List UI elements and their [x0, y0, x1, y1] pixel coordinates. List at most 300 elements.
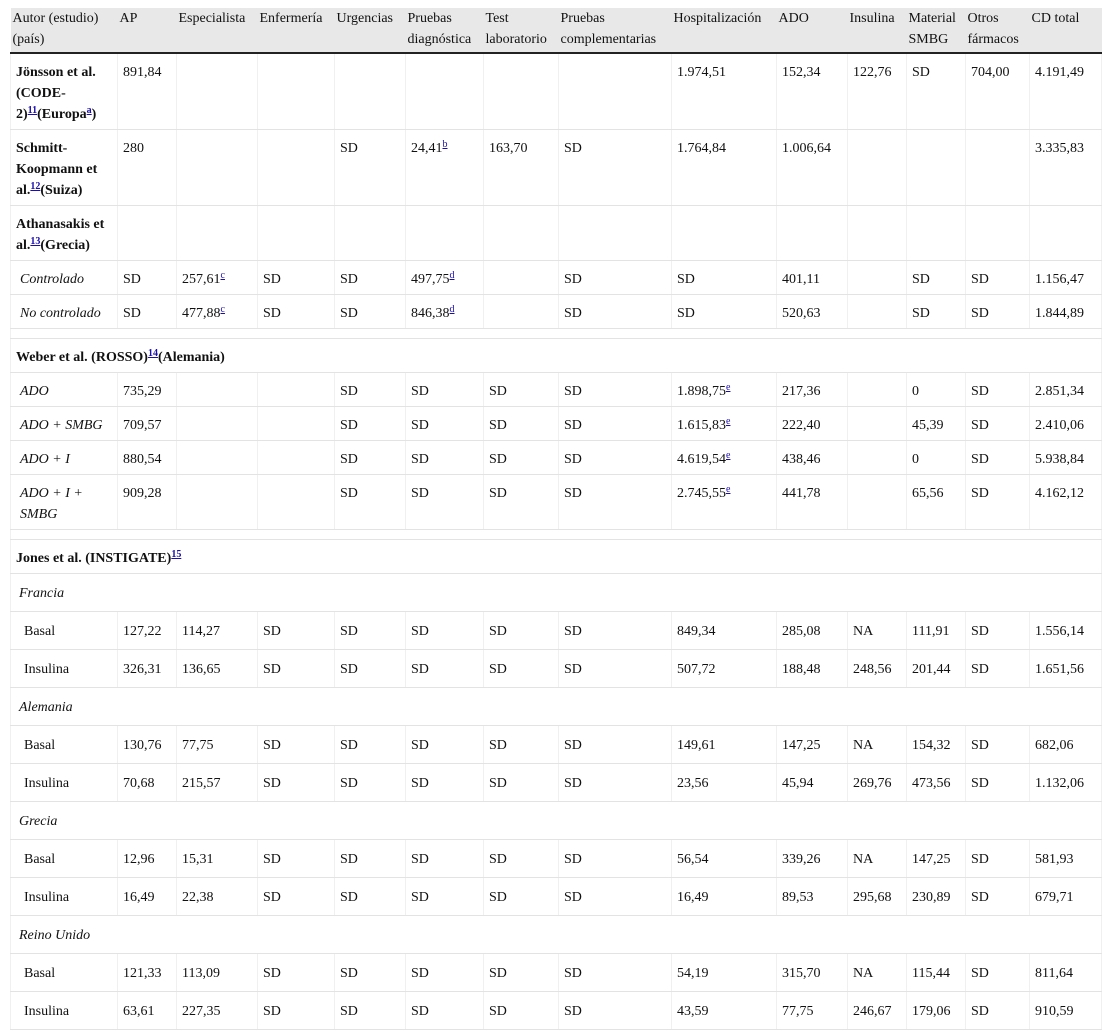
cell-value: 246,67: [853, 1004, 892, 1019]
cell-value: SD: [489, 890, 507, 905]
table-cell: [177, 53, 258, 130]
table-cell: [777, 373, 848, 407]
table-cell: [848, 53, 907, 130]
cost-table-container: [10, 8, 1101, 1019]
table-cell: [672, 954, 777, 992]
table-cell: [335, 407, 406, 441]
cell-value: 849,34: [677, 624, 716, 639]
cell-value: 910,59: [1035, 1004, 1074, 1019]
table-cell: [258, 878, 335, 916]
cell-value: SD: [971, 662, 989, 677]
cell-value: SD: [411, 486, 429, 501]
cell-value: 111,91: [912, 624, 950, 639]
cell-value: SD: [971, 852, 989, 867]
table-cell: [406, 992, 484, 1030]
cell-value: SD: [489, 418, 507, 433]
table-cell: [966, 441, 1030, 475]
cell-value: 23,56: [677, 776, 709, 791]
table-cell: [1030, 840, 1102, 878]
cell-value: SD: [971, 384, 989, 399]
country-row: [11, 916, 1102, 954]
cell-value: 70,68: [123, 776, 155, 791]
cell-value: 682,06: [1035, 738, 1074, 753]
table-cell: [777, 407, 848, 441]
cell-value: SD: [971, 890, 989, 905]
cell-value: SD: [263, 738, 281, 753]
table-cell: [966, 992, 1030, 1030]
cell-value: SD: [489, 486, 507, 501]
column-header: Autor (estudio) (país): [11, 8, 118, 53]
table-cell: [258, 130, 335, 206]
spacer-cell: [11, 329, 1102, 339]
country-label: Alemania: [11, 688, 1102, 726]
table-cell: [484, 878, 559, 916]
footnote-link[interactable]: e: [726, 382, 731, 393]
reference-link[interactable]: 15: [171, 549, 182, 560]
table-row: [11, 441, 1102, 475]
table-cell: [848, 954, 907, 992]
table-cell: [966, 206, 1030, 261]
cell-value: SD: [411, 624, 429, 639]
cell-value: SD: [971, 452, 989, 467]
table-cell: [335, 840, 406, 878]
table-cell: [559, 764, 672, 802]
table-cell: [118, 726, 177, 764]
reference-link[interactable]: 14: [147, 348, 158, 359]
table-cell: [118, 992, 177, 1030]
cell-value: 679,71: [1035, 890, 1074, 905]
study-country: (Alemania): [157, 350, 225, 365]
table-cell: [335, 764, 406, 802]
table-cell: [177, 373, 258, 407]
reference-link[interactable]: 11: [27, 105, 38, 116]
cell-value: 3.335,83: [1035, 141, 1084, 156]
cell-value: 257,61: [182, 272, 221, 287]
cell-value: 5.938,84: [1035, 452, 1084, 467]
table-cell: [848, 295, 907, 329]
table-cell: [672, 295, 777, 329]
table-cell: [907, 53, 966, 130]
cell-value: SD: [564, 141, 582, 156]
table-row: [11, 407, 1102, 441]
table-cell: [177, 650, 258, 688]
country-row: [11, 574, 1102, 612]
table-cell: [559, 441, 672, 475]
table-cell: [484, 373, 559, 407]
table-cell: [966, 53, 1030, 130]
table-cell: [258, 53, 335, 130]
cell-value: SD: [564, 966, 582, 981]
table-cell: [966, 612, 1030, 650]
cell-value: 24,41: [411, 141, 443, 156]
table-cell: [406, 650, 484, 688]
cell-value: SD: [340, 306, 358, 321]
table-row: [11, 295, 1102, 329]
table-cell: [966, 878, 1030, 916]
table-cell: [335, 475, 406, 530]
cell-value: 1.006,64: [782, 141, 831, 156]
table-cell: [177, 407, 258, 441]
study-name: Jones et al. (INSTIGATE): [16, 551, 172, 566]
table-cell: [406, 206, 484, 261]
cell-value: 121,33: [123, 966, 162, 981]
table-cell: [777, 954, 848, 992]
footnote-link[interactable]: e: [726, 450, 731, 461]
table-cell: [118, 130, 177, 206]
table-cell: [907, 475, 966, 530]
table-cell: [177, 726, 258, 764]
cell-value: 1.974,51: [677, 65, 726, 80]
cell-value: 1.898,75: [677, 384, 726, 399]
group-label: ADO + I: [11, 441, 118, 475]
table-cell: [118, 53, 177, 130]
table-cell: [966, 295, 1030, 329]
footnote-link[interactable]: e: [726, 484, 731, 495]
table-cell: [335, 373, 406, 407]
footnote-link[interactable]: b: [442, 139, 448, 150]
table-cell: [848, 373, 907, 407]
table-row: [11, 53, 1102, 130]
cell-value: 1.132,06: [1035, 776, 1084, 791]
cell-value: SD: [411, 418, 429, 433]
table-cell: [118, 840, 177, 878]
cell-value: 507,72: [677, 662, 716, 677]
table-cell: [848, 612, 907, 650]
cell-value: SD: [971, 624, 989, 639]
reference-link-sup: [171, 549, 181, 560]
table-cell: [966, 407, 1030, 441]
table-cell: [177, 764, 258, 802]
table-cell: [559, 726, 672, 764]
table-cell: [1030, 992, 1102, 1030]
cell-value: SD: [564, 452, 582, 467]
footnote-link[interactable]: c: [220, 270, 225, 281]
table-body: [11, 53, 1102, 1030]
table-cell: [777, 840, 848, 878]
table-cell: [848, 650, 907, 688]
table-cell: [335, 261, 406, 295]
table-cell: [559, 650, 672, 688]
table-cell: [559, 261, 672, 295]
column-header: Test laboratorio: [484, 8, 559, 53]
cell-value: 227,35: [182, 1004, 221, 1019]
table-cell: [848, 878, 907, 916]
group-label: Insulina: [11, 992, 118, 1030]
cell-value: 326,31: [123, 662, 162, 677]
table-cell: [406, 726, 484, 764]
cell-value: SD: [263, 966, 281, 981]
cell-value: 2.410,06: [1035, 418, 1084, 433]
country-row: [11, 688, 1102, 726]
table-cell: [1030, 764, 1102, 802]
table-cell: [907, 992, 966, 1030]
cell-value: SD: [263, 624, 281, 639]
reference-link[interactable]: 12: [30, 181, 41, 192]
table-cell: [672, 130, 777, 206]
table-cell: [559, 840, 672, 878]
table-cell: [258, 954, 335, 992]
cell-value: 2.851,34: [1035, 384, 1084, 399]
reference-link[interactable]: 13: [30, 236, 41, 247]
table-cell: [177, 206, 258, 261]
table-row: [11, 840, 1102, 878]
table-cell: [777, 992, 848, 1030]
table-cell: [907, 295, 966, 329]
table-cell: [966, 261, 1030, 295]
table-cell: [406, 373, 484, 407]
reference-link-sup: [30, 181, 40, 192]
cell-value: 179,06: [912, 1004, 951, 1019]
table-cell: [907, 954, 966, 992]
column-header: Hospitalización: [672, 8, 777, 53]
cell-value: SD: [263, 776, 281, 791]
table-cell: [559, 373, 672, 407]
reference-link-sup: [148, 348, 158, 359]
table-cell: [335, 295, 406, 329]
cell-value: 22,38: [182, 890, 214, 905]
cell-value: 188,48: [782, 662, 821, 677]
table-row: [11, 612, 1102, 650]
column-header: Otros fármacos: [966, 8, 1030, 53]
table-cell: [848, 441, 907, 475]
table-cell: [258, 650, 335, 688]
group-label: Basal: [11, 726, 118, 764]
cell-value: 217,36: [782, 384, 821, 399]
table-cell: [484, 954, 559, 992]
table-cell: [1030, 130, 1102, 206]
table-cell: [177, 992, 258, 1030]
cell-value: SD: [340, 1004, 358, 1019]
study-name: Jönsson et al. (CODE-2): [16, 65, 96, 122]
table-cell: [118, 475, 177, 530]
table-cell: [484, 53, 559, 130]
cell-value: SD: [971, 272, 989, 287]
cell-value: SD: [912, 272, 930, 287]
table-cell: [258, 726, 335, 764]
footnote-link[interactable]: d: [449, 304, 455, 315]
cell-value: 269,76: [853, 776, 892, 791]
table-cell: [1030, 373, 1102, 407]
table-row: [11, 954, 1102, 992]
cell-value: SD: [971, 966, 989, 981]
table-cell: [177, 878, 258, 916]
table-row: [11, 764, 1102, 802]
cell-value: 497,75: [411, 272, 450, 287]
cell-value: 735,29: [123, 384, 162, 399]
table-cell: [1030, 206, 1102, 261]
cell-value: 222,40: [782, 418, 821, 433]
cell-value: 65,56: [912, 486, 944, 501]
footnote-link-sup: [726, 450, 730, 461]
cell-value: 2.745,55: [677, 486, 726, 501]
table-cell: [1030, 53, 1102, 130]
cell-value: 0: [912, 452, 919, 467]
cell-value: SD: [971, 776, 989, 791]
table-cell: [484, 992, 559, 1030]
table-cell: [777, 726, 848, 764]
table-cell: [484, 130, 559, 206]
table-cell: [966, 475, 1030, 530]
table-cell: [672, 840, 777, 878]
table-cell: [118, 878, 177, 916]
table-row: [11, 261, 1102, 295]
table-cell: [1030, 650, 1102, 688]
table-cell: [907, 878, 966, 916]
study-name: Schmitt-Koopmann et al.: [16, 141, 98, 198]
table-cell: [672, 650, 777, 688]
table-cell: [672, 612, 777, 650]
cell-value: 441,78: [782, 486, 821, 501]
table-cell: [177, 840, 258, 878]
column-header: Material SMBG: [907, 8, 966, 53]
table-cell: [777, 130, 848, 206]
group-label: ADO: [11, 373, 118, 407]
country-row: [11, 802, 1102, 840]
cell-value: 230,89: [912, 890, 951, 905]
cell-value: 1.156,47: [1035, 272, 1084, 287]
table-cell: [406, 261, 484, 295]
table-cell: [258, 441, 335, 475]
footnote-link-sup: [443, 139, 448, 150]
table-cell: [177, 475, 258, 530]
table-cell: [848, 407, 907, 441]
cell-value: 77,75: [782, 1004, 814, 1019]
cell-value: 12,96: [123, 852, 155, 867]
cell-value: 4.619,54: [677, 452, 726, 467]
cell-value: SD: [263, 890, 281, 905]
table-cell: [907, 764, 966, 802]
table-row: [11, 878, 1102, 916]
table-cell: [907, 650, 966, 688]
table-header: [11, 8, 1102, 53]
group-label: Insulina: [11, 878, 118, 916]
table-cell: [966, 954, 1030, 992]
cell-value: SD: [340, 384, 358, 399]
cell-value: 63,61: [123, 1004, 155, 1019]
cell-value: SD: [971, 1004, 989, 1019]
cell-value: 280: [123, 141, 144, 156]
table-cell: [1030, 261, 1102, 295]
table-cell: [335, 992, 406, 1030]
cell-value: 136,65: [182, 662, 221, 677]
table-cell: [848, 475, 907, 530]
table-cell: [907, 130, 966, 206]
table-cell: [258, 373, 335, 407]
cell-value: SD: [340, 141, 358, 156]
table-cell: [335, 954, 406, 992]
table-cell: [118, 261, 177, 295]
cell-value: SD: [489, 738, 507, 753]
cell-value: 16,49: [677, 890, 709, 905]
cell-value: 152,34: [782, 65, 821, 80]
table-cell: [335, 441, 406, 475]
cell-value: SD: [411, 776, 429, 791]
group-label: Controlado: [11, 261, 118, 295]
cell-value: 477,88: [182, 306, 221, 321]
footnote-link-sup: [726, 382, 730, 393]
cell-value: 581,93: [1035, 852, 1074, 867]
table-row: [11, 650, 1102, 688]
table-cell: [777, 764, 848, 802]
table-cell: [177, 441, 258, 475]
footnote-link[interactable]: d: [449, 270, 455, 281]
table-cell: [907, 612, 966, 650]
table-row: [11, 992, 1102, 1030]
cell-value: 54,19: [677, 966, 709, 981]
cost-table: [10, 8, 1102, 1030]
cell-value: 15,31: [182, 852, 214, 867]
group-label: No controlado: [11, 295, 118, 329]
column-header: AP: [118, 8, 177, 53]
study-row: [11, 540, 1102, 574]
cell-value: SD: [677, 272, 695, 287]
footnote-link-sup: [450, 270, 455, 281]
table-cell: [559, 612, 672, 650]
study-country: (Grecia): [40, 238, 90, 253]
table-cell: [559, 130, 672, 206]
cell-value: SD: [340, 452, 358, 467]
footnote-link[interactable]: c: [220, 304, 225, 315]
cell-value: 891,84: [123, 65, 162, 80]
cell-value: 473,56: [912, 776, 951, 791]
table-cell: [848, 726, 907, 764]
cell-value: 45,94: [782, 776, 814, 791]
table-cell: [406, 954, 484, 992]
table-cell: [672, 992, 777, 1030]
cell-value: SD: [971, 486, 989, 501]
cell-value: 339,26: [782, 852, 821, 867]
table-cell: [1030, 612, 1102, 650]
country-label: Grecia: [11, 802, 1102, 840]
table-cell: [335, 53, 406, 130]
column-header: CD total: [1030, 8, 1102, 53]
table-cell: [406, 475, 484, 530]
table-cell: [777, 475, 848, 530]
cell-value: 45,39: [912, 418, 944, 433]
cell-value: 115,44: [912, 966, 950, 981]
footnote-link[interactable]: e: [726, 416, 731, 427]
group-label: Basal: [11, 954, 118, 992]
footnote-link[interactable]: a: [86, 105, 92, 116]
cell-value: SD: [564, 852, 582, 867]
header-row: [11, 8, 1102, 53]
table-cell: [907, 840, 966, 878]
table-cell: [335, 130, 406, 206]
cell-value: 709,57: [123, 418, 162, 433]
table-cell: [118, 764, 177, 802]
group-label: Basal: [11, 612, 118, 650]
cell-value: 4.191,49: [1035, 65, 1084, 80]
cell-value: SD: [489, 384, 507, 399]
table-cell: [484, 612, 559, 650]
cell-value: SD: [564, 1004, 582, 1019]
cell-value: SD: [340, 852, 358, 867]
cell-value: SD: [564, 662, 582, 677]
cell-value: SD: [340, 738, 358, 753]
cell-value: SD: [489, 776, 507, 791]
table-cell: [672, 475, 777, 530]
table-cell: [1030, 441, 1102, 475]
table-cell: [848, 206, 907, 261]
cell-value: SD: [564, 738, 582, 753]
reference-link-sup: [30, 236, 40, 247]
cell-value: 295,68: [853, 890, 892, 905]
table-cell: [406, 878, 484, 916]
cell-value: SD: [263, 272, 281, 287]
cell-value: SD: [123, 306, 141, 321]
table-row: [11, 475, 1102, 530]
table-row: [11, 373, 1102, 407]
